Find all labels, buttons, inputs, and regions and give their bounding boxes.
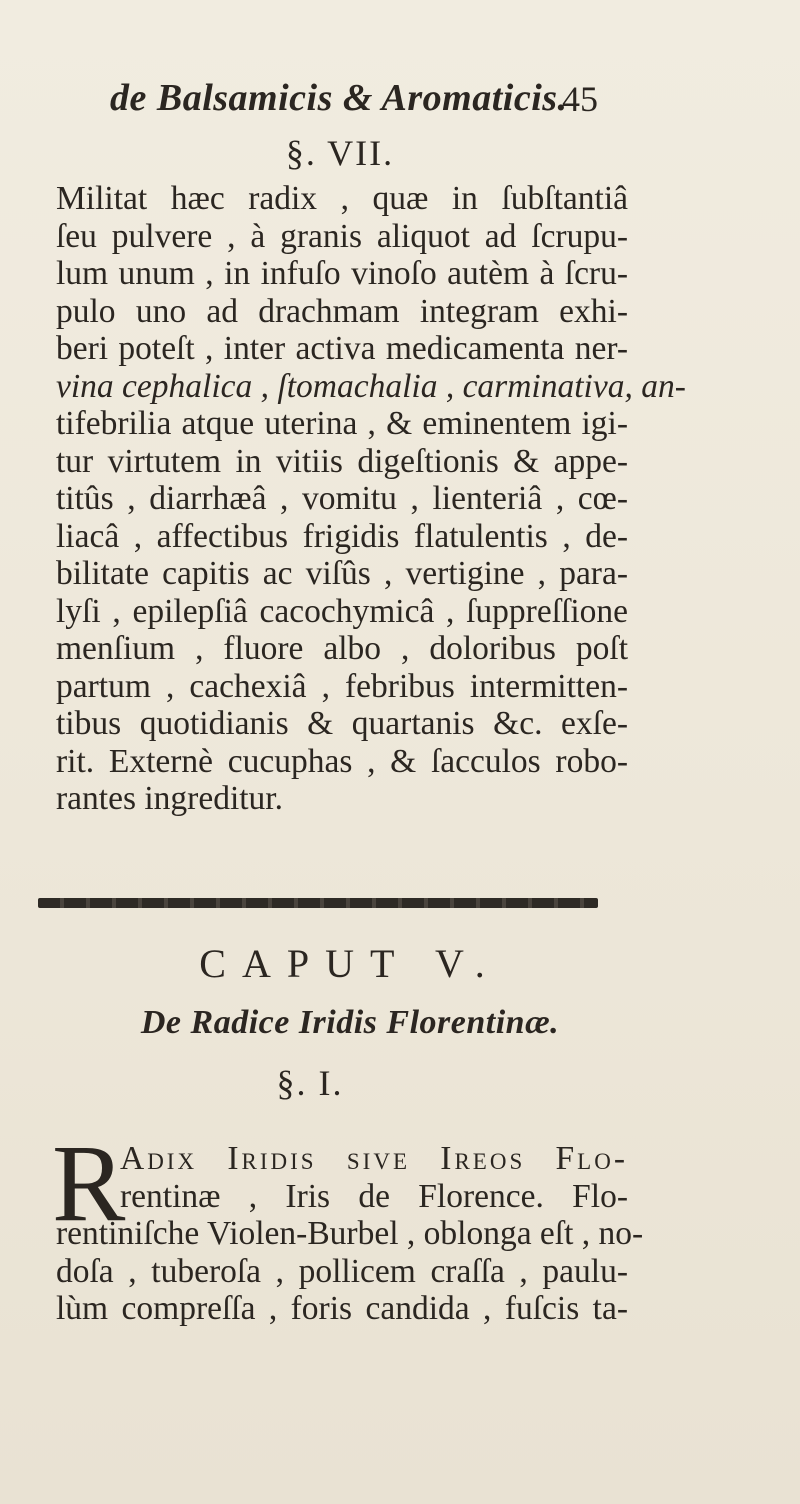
paragraph-iris-description: [56, 1140, 644, 1328]
text-line: rantes ingreditur.: [56, 780, 283, 817]
paragraph-radix-virtues: [56, 180, 686, 818]
section-heading-vii: §. VII.: [285, 133, 395, 173]
page-number: 45: [562, 79, 598, 119]
drop-capital: R: [52, 1122, 126, 1244]
running-head-title: de Balsamicis & Aromaticis.: [110, 77, 568, 119]
chapter-heading: CAPUT V.: [199, 941, 501, 986]
chapter-title: De Radice Iridis Florentinæ.: [140, 1004, 560, 1041]
section-heading-i: §. I.: [276, 1063, 344, 1103]
text-line-italic: vina cephalica , ſtomachalia , carminativa, an-: [56, 367, 686, 405]
text-line: lum unum , in infuſo vinoſo autèm à ſcru-: [56, 255, 628, 292]
text-line: lùm compreſſa , foris candida , fuſcis ta-: [56, 1290, 628, 1327]
text-line: pulo uno ad drachmam integram exhi-: [56, 292, 628, 330]
text-line: tifebrilia atque uterina , & eminentem igi-: [56, 405, 628, 442]
text-line: beri poteſt , inter activa medicamenta ner-: [56, 330, 628, 367]
text-line: liacâ , affectibus frigidis flatulentis , de-: [56, 517, 628, 555]
text-line: rentinæ , Iris de Florence. Flo-: [120, 1177, 628, 1215]
text-line: tibus quotidianis & quartanis &c. exſe-: [56, 705, 628, 742]
text-line: doſa , tuberoſa , pollicem craſſa , paulu-: [56, 1252, 628, 1290]
text-line: Militat hæc radix , quæ in ſubſtantiâ: [56, 180, 628, 217]
text-line: titûs , diarrhæâ , vomitu , lienteriâ , cœ-: [56, 480, 628, 517]
text-line: ſeu pulvere , à granis aliquot ad ſcrupu-: [56, 217, 628, 255]
text-line: bilitate capitis ac viſûs , vertigine , para-: [56, 555, 628, 592]
text-line: Adix Iridis ſive Ireos Flo-: [120, 1140, 628, 1177]
text-line: partum , cachexiâ , febribus intermitten-: [56, 667, 628, 705]
text-line: lyſi , epilepſiâ cacochymicâ , ſuppreſſione: [56, 592, 628, 630]
ornamental-rule: [38, 898, 598, 908]
text-line: rentiniſche Violen-Burbel , oblonga eſt , no-: [56, 1215, 644, 1252]
text-line: rit. Externè cucuphas , & ſacculos robo-: [56, 742, 628, 780]
text-line: menſium , fluore albo , doloribus poſt: [56, 630, 628, 667]
running-head: [110, 76, 630, 126]
text-line: tur virtutem in vitiis digeſtionis & appe-: [56, 442, 628, 480]
